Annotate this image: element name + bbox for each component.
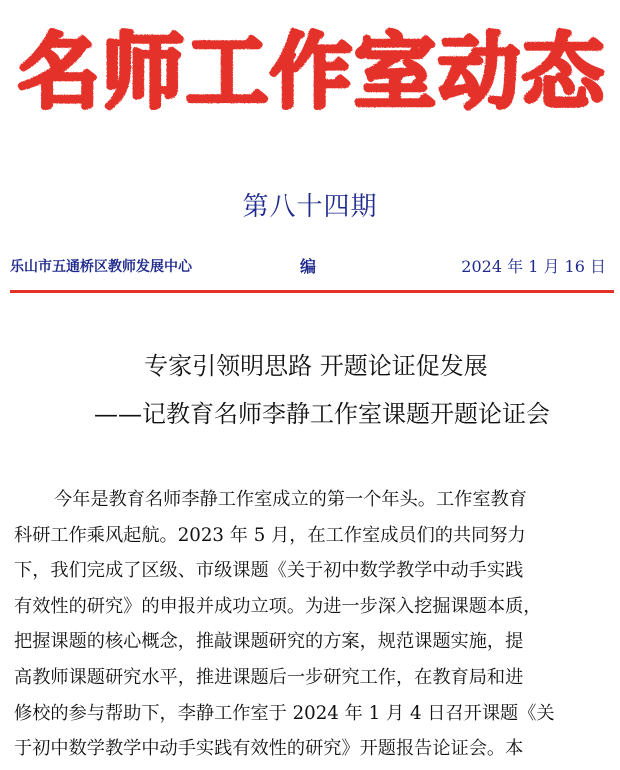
meta-row [10,254,610,276]
body-line: 今年是教育名师李静工作室成立的第一个年头。工作室教育 [54,489,527,510]
publisher: 乐山市五通桥区教师发展中心 [10,259,192,275]
body-line: 有效性的研究》的申报并成功立项。为进一步深入挖掘课题本质， [14,595,542,617]
issue-number: 第八十四期 [242,192,378,222]
masthead-title-art [0,0,620,150]
article-subheadline: ——记教育名师李静工作室课题开题论证会 [94,400,550,428]
header-divider [10,290,614,293]
body-line: 科研工作乘风起航。2023 年 5 月，在工作室成员们的共同努力 [14,524,526,546]
body-line: 下，我们完成了区级、市级课题《关于初中数学教学中动手实践 [14,560,524,582]
editor-role: 编 [300,257,317,276]
publish-date: 2024 年 1 月 16 日 [461,257,606,276]
body-line: 高教师课题研究水平，推进课题后一步研究工作，在教育局和进 [14,666,524,688]
body-line: 把握课题的核心概念，推敲课题研究的方案，规范课题实施，提 [14,631,524,653]
body-line: 修校的参与帮助下，李静工作室于 2024 年 1 月 4 日召开课题《关 [14,702,555,724]
masthead-title: 名师工作室动态 [17,25,607,120]
masthead [0,0,620,150]
article-body [14,482,606,767]
article-headline: 专家引领明思路 开题论证促发展 [144,352,488,380]
body-line: 于初中数学教学中动手实践有效性的研究》开题报告论证会。本 [14,738,524,760]
